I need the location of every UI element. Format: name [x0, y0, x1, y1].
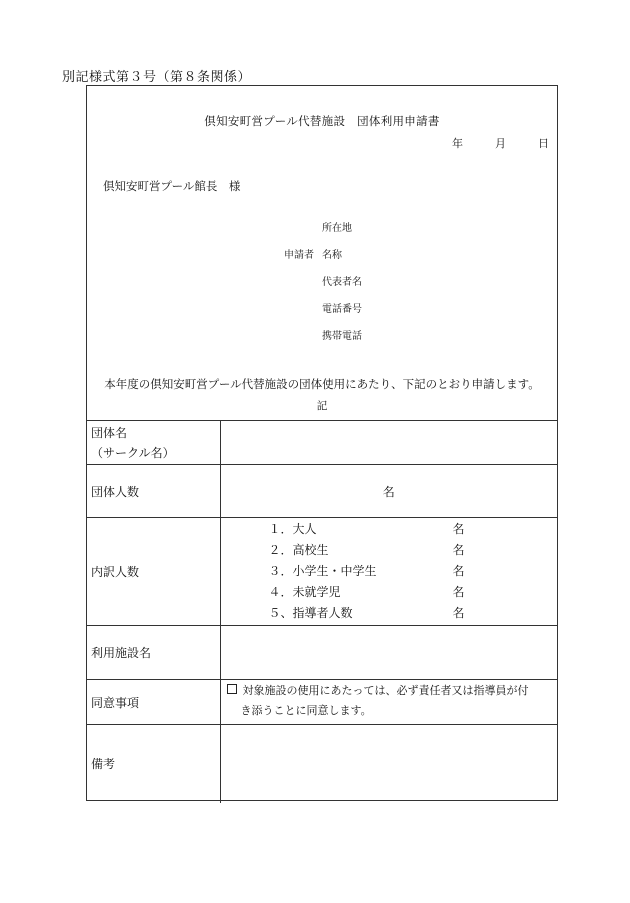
- consent-text-line1: 対象施設の使用にあたっては、必ず責任者又は指導員が付: [242, 684, 529, 697]
- applicant-mobile-field[interactable]: 携帯電話: [322, 331, 362, 342]
- breakdown-item-label: １．大人: [268, 522, 317, 536]
- consent-checkbox[interactable]: [227, 684, 237, 694]
- date-year[interactable]: 年: [452, 137, 463, 150]
- remarks-label: 備考: [87, 725, 220, 803]
- applicant-phone-field[interactable]: 電話番号: [322, 304, 362, 315]
- table-row-facility: [87, 626, 557, 680]
- application-statement: 本年度の倶知安町営プール代替施設の団体使用にあたり、下記のとおり申請します。: [104, 377, 540, 391]
- member-count-label: 団体人数: [87, 465, 220, 518]
- table-row-remarks: [87, 725, 557, 803]
- breakdown-item-unit: 名: [452, 585, 465, 599]
- table-row-group-name: [87, 421, 557, 465]
- applicant-address-field[interactable]: 所在地: [322, 223, 352, 234]
- breakdown-item-unit: 名: [452, 543, 465, 557]
- breakdown-item-unit: 名: [452, 606, 465, 620]
- breakdown-item-unit: 名: [452, 564, 465, 578]
- applicant-role-label: 申請者: [284, 250, 314, 261]
- applicant-representative-field[interactable]: 代表者名: [322, 277, 362, 288]
- table-row-member-count: [87, 465, 557, 518]
- applicant-name-field[interactable]: 名称: [322, 250, 342, 261]
- breakdown-item-label: ３．小学生・中学生: [268, 564, 377, 578]
- document-title: 倶知安町営プール代替施設 団体利用申請書: [204, 114, 440, 128]
- breakdown-item-preschool[interactable]: [269, 583, 499, 603]
- group-name-input[interactable]: [220, 421, 557, 465]
- form-label: 別記様式第３号（第８条関係）: [62, 70, 252, 85]
- facility-input[interactable]: [220, 626, 557, 680]
- breakdown-item-adult[interactable]: [269, 520, 499, 540]
- breakdown-label: 内訳人数: [87, 518, 220, 626]
- table-row-consent: [87, 680, 557, 725]
- date-month[interactable]: 月: [495, 137, 506, 150]
- group-name-label-line2: （サークル名）: [91, 445, 175, 460]
- breakdown-item-highschool[interactable]: [269, 541, 499, 561]
- application-form: [86, 85, 558, 801]
- consent-label: 同意事項: [87, 680, 220, 725]
- date-day[interactable]: 日: [538, 137, 549, 150]
- breakdown-item-label: ５、指導者人数: [268, 606, 353, 620]
- group-name-label: [87, 421, 220, 465]
- consent-text-line2: き添うことに同意します。: [240, 704, 372, 717]
- group-name-label-line1: 団体名: [91, 425, 128, 440]
- remarks-input[interactable]: [220, 725, 557, 803]
- breakdown-list: [221, 518, 558, 625]
- facility-label: 利用施設名: [87, 626, 220, 680]
- ki-heading: 記: [316, 400, 328, 412]
- breakdown-item-instructors[interactable]: [269, 604, 499, 624]
- consent-cell: [220, 680, 557, 725]
- breakdown-item-label: ２．高校生: [268, 543, 329, 557]
- member-count-input[interactable]: [220, 465, 557, 518]
- details-table: [87, 420, 557, 803]
- member-count-unit: 名: [382, 484, 395, 499]
- consent-text: [221, 681, 558, 723]
- form-header: [87, 86, 557, 420]
- date-row: [452, 135, 549, 151]
- breakdown-item-unit: 名: [452, 522, 465, 536]
- table-row-breakdown: [87, 518, 557, 626]
- breakdown-cell: [220, 518, 557, 626]
- breakdown-item-label: ４．未就学児: [268, 585, 341, 599]
- addressee: 倶知安町営プール館長 様: [103, 179, 241, 193]
- breakdown-item-elementary-junior[interactable]: [269, 562, 499, 582]
